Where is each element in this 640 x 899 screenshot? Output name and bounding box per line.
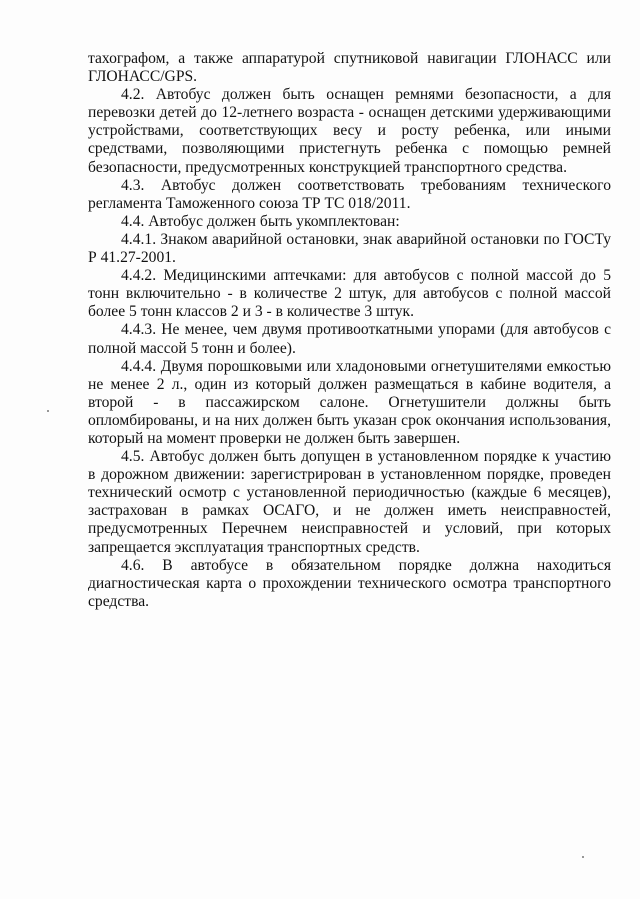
paragraph-4-6: 4.6. В автобусе в обязательном порядке должна находиться диагностическая карта о прохождении технического осмотра транспортного средства. <box>88 556 611 610</box>
paragraph-4-4-2: 4.4.2. Медицинскими аптечками: для автобусов с полной массой до 5 тонн включительно - в количестве 2 штук, для автобусов с полной массой более 5 тонн классов 2 и 3 - в количестве 3 штук. <box>88 267 611 321</box>
document-body <box>88 50 611 611</box>
paragraph-4-4: 4.4. Автобус должен быть укомплектован: <box>121 212 400 230</box>
paragraph-4-4-4: 4.4.4. Двумя порошковыми или хладоновыми огнетушителями емкостью не менее 2 л., один из который должен размещаться в кабине водителя, а второй - в пассажирском салоне. Огнетушители должны быть опломбированы, и на них должен быть указан срок окончания использования, который на момент проверки не должен быть завершен. <box>88 357 611 447</box>
scan-speck <box>47 410 49 412</box>
paragraph-4-4-3: 4.4.3. Не менее, чем двумя противооткатными упорами (для автобусов с полной массой 5 тонн и более). <box>88 321 611 357</box>
paragraph-4-2: 4.2. Автобус должен быть оснащен ремнями безопасности, а для перевозки детей до 12-летнего возраста - оснащен детскими удерживающими устройствами, соответствующих весу и росту ребенка, или иными средствами, позволяющими пристегнуть ребенка с помощью ремней безопасности, предусмотренных конструкцией транспортного средства. <box>88 86 611 176</box>
scan-speck <box>582 856 584 858</box>
paragraph-4-5: 4.5. Автобус должен быть допущен в установленном порядке к участию в дорожном движении: зарегистрирован в установленном порядке, проведен технический осмотр с установленной периодичностью (каждые 6 месяцев), застрахован в рамках ОСАГО, и не должен иметь неисправностей, предусмотренных Перечнем неисправностей и условий, при которых запрещается эксплуатация транспортных средств. <box>88 448 611 556</box>
paragraph-4-1-continuation: тахографом, а также аппаратурой спутниковой навигации ГЛОНАСС или ГЛОНАСС/GPS. <box>88 50 611 86</box>
paragraph-4-4-1: 4.4.1. Знаком аварийной остановки, знак аварийной остановки по ГОСТу Р 41.27-2001. <box>88 230 611 267</box>
paragraph-4-3: 4.3. Автобус должен соответствовать требованиям технического регламента Таможенного союза ТР ТС 018/2011. <box>88 176 611 212</box>
